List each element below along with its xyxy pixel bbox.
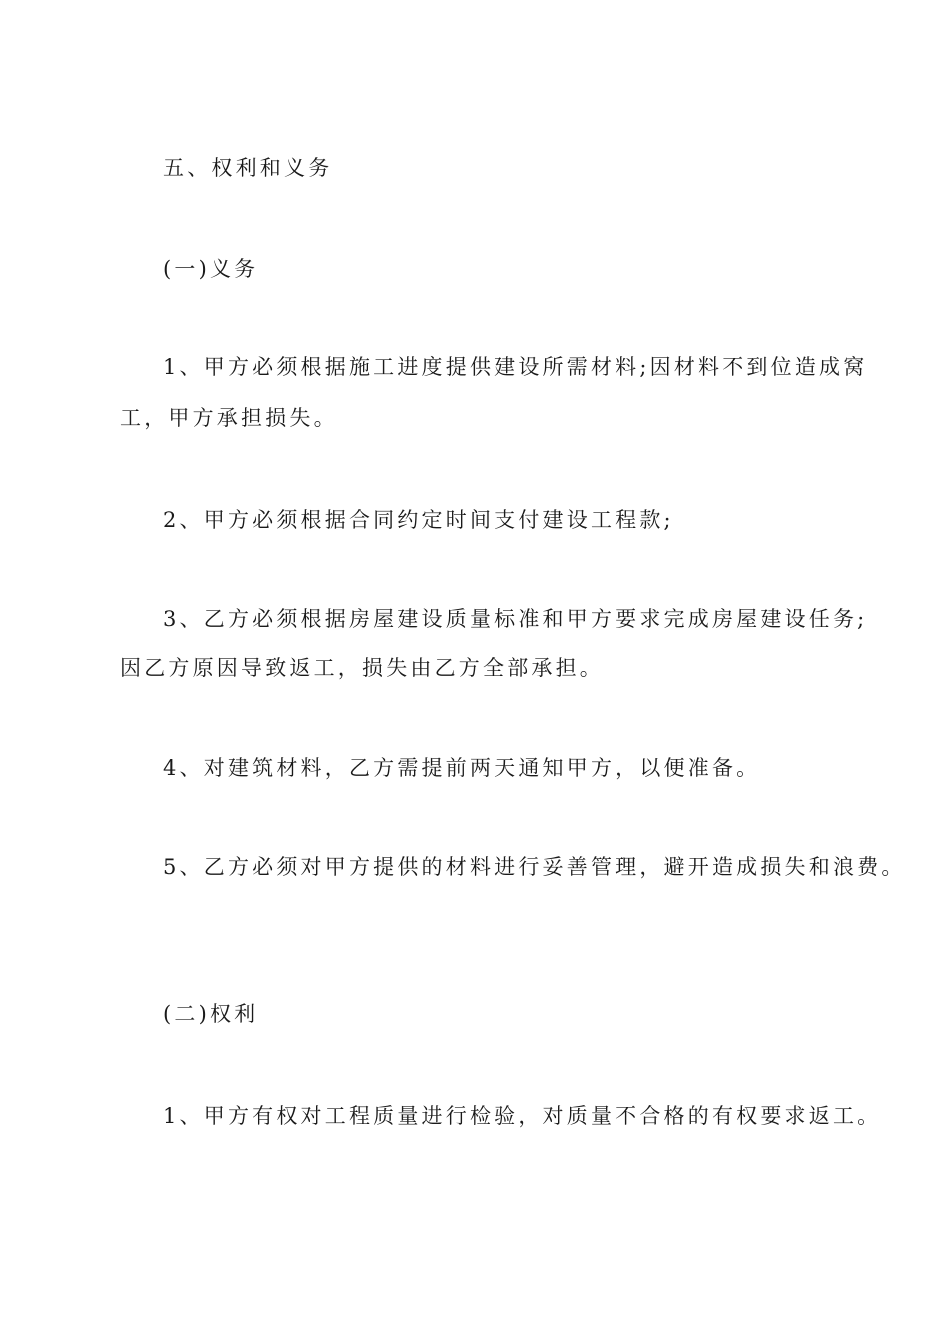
obligations-heading: (一)义务 xyxy=(163,257,259,281)
obligation-1-line-2: 工，甲方承担损失。 xyxy=(120,406,338,430)
right-1: 1、甲方有权对工程质量进行检验，对质量不合格的有权要求返工。 xyxy=(163,1104,882,1128)
obligation-3-line-1: 3、乙方必须根据房屋建设质量标准和甲方要求完成房屋建设任务; xyxy=(163,607,868,631)
obligation-1-line-1: 1、甲方必须根据施工进度提供建设所需材料;因材料不到位造成窝 xyxy=(163,355,868,379)
section-title: 五、权利和义务 xyxy=(163,156,333,180)
rights-heading: (二)权利 xyxy=(163,1002,259,1026)
obligation-2: 2、甲方必须根据合同约定时间支付建设工程款; xyxy=(163,508,674,532)
obligation-4: 4、对建筑材料，乙方需提前两天通知甲方，以便准备。 xyxy=(163,756,761,780)
obligation-5: 5、乙方必须对甲方提供的材料进行妥善管理，避开造成损失和浪费。 xyxy=(163,855,906,879)
obligation-3-line-2: 因乙方原因导致返工，损失由乙方全部承担。 xyxy=(120,656,604,680)
